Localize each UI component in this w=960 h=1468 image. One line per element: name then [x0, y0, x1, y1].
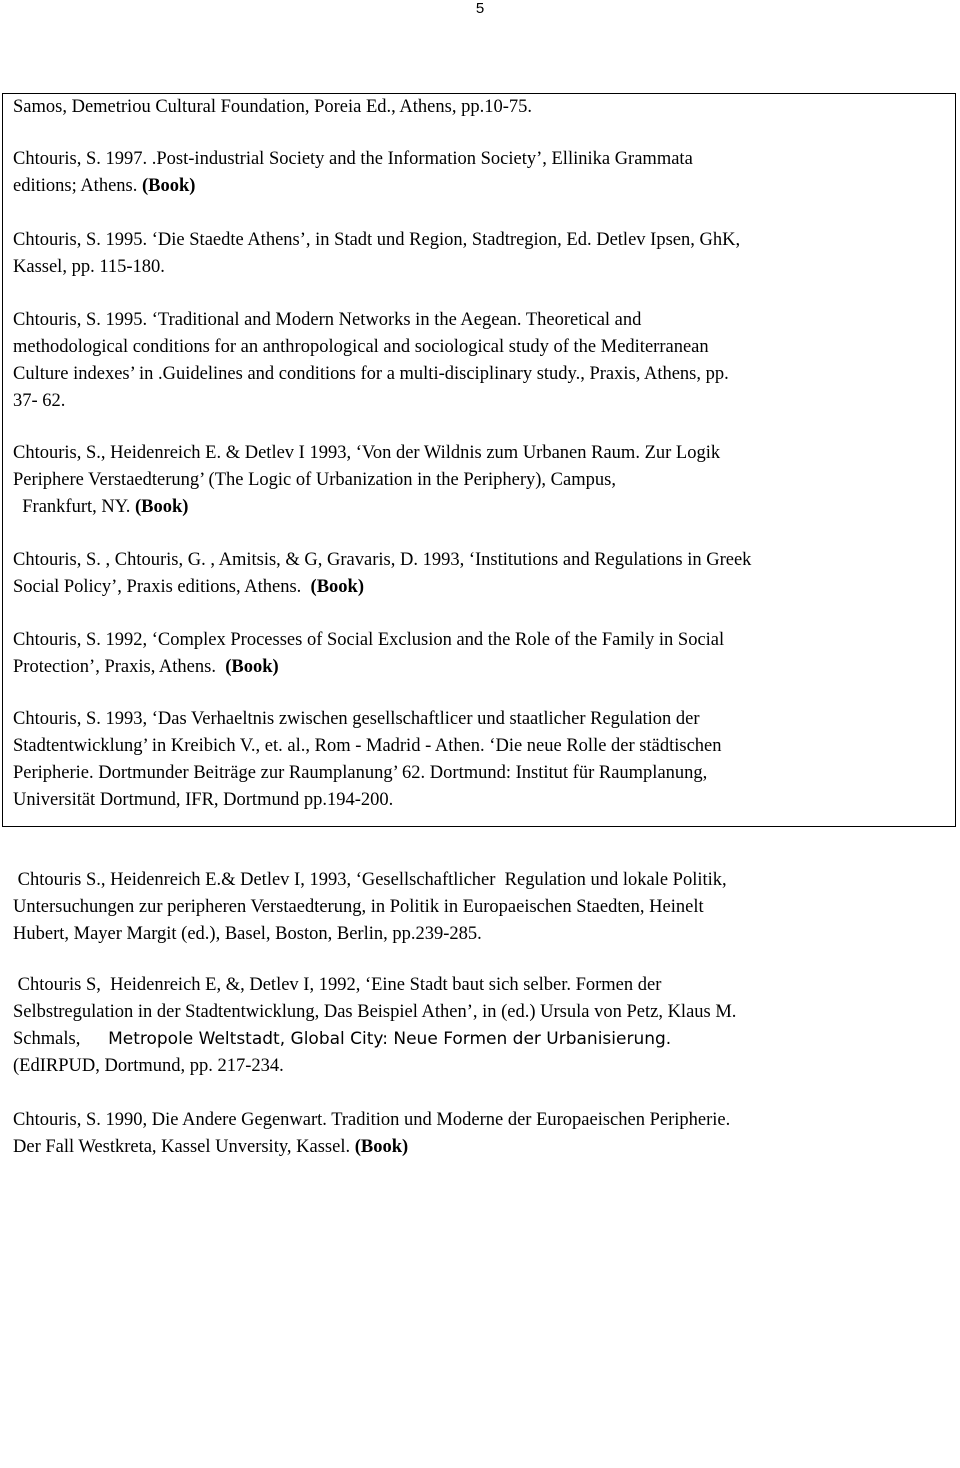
reference-line: Chtouris S, Heidenreich E, &, Detlev I, 1992, ‘Eine Stadt baut sich selber. Formen der: [13, 975, 662, 995]
reference-line: Chtouris S., Heidenreich E.& Detlev I, 1993, ‘Gesellschaftlicher Regulation und lokale Politik,: [13, 870, 727, 890]
reference-line: Peripherie. Dortmunder Beiträge zur Raumplanung’ 62. Dortmund: Institut für Raumplanung,: [13, 763, 708, 783]
reference-entry: [13, 146, 948, 200]
reference-line: Chtouris, S., Heidenreich E. & Detlev I 1993, ‘Von der Wildnis zum Urbanen Raum. Zur Logik: [13, 443, 721, 463]
reference-line: Untersuchungen zur peripheren Verstaedterung, in Politik in Europaeischen Staedten, Heinelt: [13, 897, 704, 917]
book-tag: (Book): [142, 176, 196, 196]
book-tag: (Book): [354, 1137, 409, 1157]
reference-entry: [13, 547, 948, 601]
reference-entry: [13, 227, 948, 281]
reference-line: [13, 654, 948, 681]
reference-entry: [13, 94, 948, 121]
reference-line: Periphere Verstaedterung’ (The Logic of Urbanization in the Periphery), Campus,: [13, 470, 616, 490]
reference-text: Protection’, Praxis, Athens.: [13, 657, 226, 677]
reference-line: Hubert, Mayer Margit (ed.), Basel, Boston, Berlin, pp.239-285.: [13, 924, 482, 944]
reference-text: Metropole Weltstadt, Global City: Neue Formen der Urbanisierung.: [108, 1029, 672, 1049]
reference-entry: [13, 1107, 948, 1161]
reference-entry: [13, 972, 948, 1080]
reference-text: Schmals,: [13, 1029, 109, 1049]
reference-line: methodological conditions for an anthropological and sociological study of the Mediterranean: [13, 337, 709, 357]
reference-line: Chtouris, S. 1995. ‘Die Staedte Athens’, in Stadt und Region, Stadtregion, Ed. Detlev Ipsen, GhK,: [13, 230, 741, 250]
reference-line: Universität Dortmund, IFR, Dortmund pp.194-200.: [13, 790, 394, 810]
reference-line: [13, 574, 948, 601]
reference-line: Chtouris, S. 1995. ‘Traditional and Modern Networks in the Aegean. Theoretical and: [13, 310, 642, 330]
page-number: 5: [475, 0, 485, 17]
reference-entry: [13, 627, 948, 681]
reference-line: Chtouris, S. 1992, ‘Complex Processes of Social Exclusion and the Role of the Family in Social: [13, 630, 725, 650]
reference-entry: [13, 706, 948, 814]
reference-line: [13, 1026, 948, 1053]
reference-text: Social Policy’, Praxis editions, Athens.: [13, 577, 311, 597]
book-tag: (Book): [310, 577, 364, 597]
reference-entry: [13, 307, 948, 415]
reference-line: [13, 1134, 948, 1161]
reference-text: editions; Athens.: [13, 176, 142, 196]
reference-line: Chtouris, S. 1997. .Post-industrial Society and the Information Society’, Ellinika Grammata: [13, 149, 693, 169]
reference-line: [13, 494, 948, 521]
reference-text: Der Fall Westkreta, Kassel Unversity, Kassel.: [13, 1137, 355, 1157]
reference-line: Culture indexes’ in .Guidelines and conditions for a multi-disciplinary study., Praxis, Athens, pp.: [13, 364, 729, 384]
book-tag: (Book): [225, 657, 279, 677]
reference-line: Kassel, pp. 115-180.: [13, 257, 165, 277]
reference-entry: [13, 867, 948, 948]
reference-line: Stadtentwicklung’ in Kreibich V., et. al., Rom - Madrid - Athen. ‘Die neue Rolle der städtischen: [13, 736, 722, 756]
reference-line: Chtouris, S. 1990, Die Andere Gegenwart. Tradition und Moderne der Europaeischen Peripherie.: [13, 1110, 731, 1130]
reference-line: [13, 173, 948, 200]
reference-text: Frankfurt, NY.: [13, 497, 135, 517]
book-tag: (Book): [134, 497, 189, 517]
reference-line: 37- 62.: [13, 391, 66, 411]
reference-line: Chtouris, S. , Chtouris, G. , Amitsis, & G, Gravaris, D. 1993, ‘Institutions and Regulations in Greek: [13, 550, 752, 570]
reference-line: Samos, Demetriou Cultural Foundation, Poreia Ed., Athens, pp.10-75.: [13, 97, 532, 117]
reference-line: Chtouris, S. 1993, ‘Das Verhaeltnis zwischen gesellschaftlicer und staatlicher Regulation der: [13, 709, 700, 729]
reference-line: Selbstregulation in der Stadtentwicklung, Das Beispiel Athen’, in (ed.) Ursula von Petz, Klaus M.: [13, 1002, 737, 1022]
reference-line: (EdIRPUD, Dortmund, pp. 217-234.: [13, 1056, 284, 1076]
reference-entry: [13, 440, 948, 521]
